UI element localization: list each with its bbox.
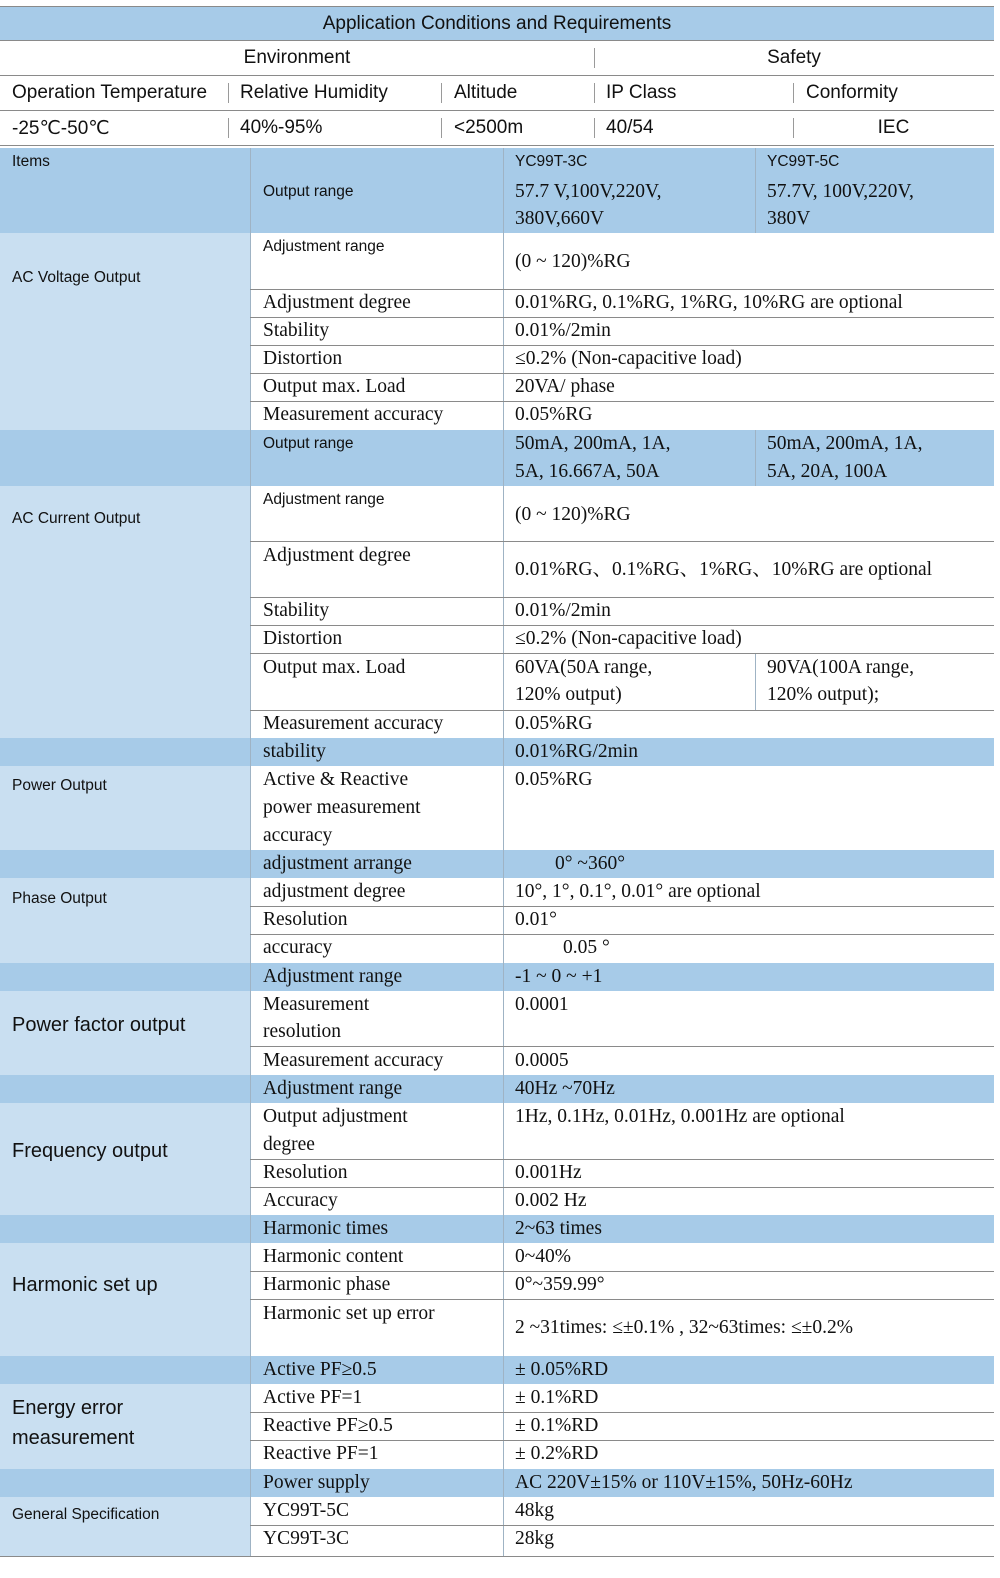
param-value: 0.01%RG/2min [515, 741, 638, 762]
param-name: Output range [263, 435, 354, 452]
param-name: Output adjustment [263, 1106, 408, 1127]
param-name: Adjustment range [263, 966, 403, 987]
header-model-yc99t-3c: YC99T-3C [515, 153, 588, 170]
param-value: 20VA/ phase [515, 376, 615, 397]
param-name: Active PF=1 [263, 1387, 363, 1408]
param-name: Resolution [263, 1162, 348, 1183]
category-general-specification: General Specification [12, 1506, 160, 1523]
param-name: Output max. Load [263, 657, 406, 678]
param-value: 0.05%RG [515, 769, 593, 790]
condition-value-row [0, 111, 994, 146]
param-name: Accuracy [263, 1190, 338, 1211]
param-value: 380V [767, 208, 811, 229]
param-value: 0.05%RG [515, 404, 593, 425]
param-value: 2~63 times [515, 1218, 602, 1239]
param-value: 5A, 20A, 100A [767, 461, 888, 482]
param-value: 1Hz, 0.1Hz, 0.01Hz, 0.001Hz are optional [515, 1106, 845, 1127]
param-name: Active PF≥0.5 [263, 1359, 377, 1380]
param-name: YC99T-5C [263, 1500, 349, 1521]
param-value: 50mA, 200mA, 1A, [767, 433, 923, 454]
param-name: Adjustment degree [263, 545, 411, 566]
header-operation-temperature: Operation Temperature [12, 82, 208, 103]
param-value: 0°~359.99° [515, 1274, 605, 1295]
param-name: Adjustment degree [263, 292, 411, 313]
param-name: power measurement [263, 797, 421, 818]
value-relative-humidity: 40%-95% [240, 117, 323, 138]
param-name: Adjustment range [263, 238, 385, 255]
param-name: Output range [263, 183, 354, 200]
param-value: 90VA(100A range, [767, 657, 914, 678]
category-power-output: Power Output [12, 777, 107, 794]
condition-header-row [0, 76, 994, 111]
header-row [0, 148, 994, 177]
param-name: Power supply [263, 1472, 370, 1493]
category-harmonic-set-up: Harmonic set up [12, 1274, 158, 1296]
param-value: ± 0.1%RD [515, 1387, 599, 1408]
param-name: Resolution [263, 909, 348, 930]
param-value: 0.05 ° [563, 937, 610, 958]
param-name: Adjustment range [263, 491, 385, 508]
param-value: 0.0001 [515, 994, 569, 1015]
param-name: Harmonic times [263, 1218, 389, 1239]
param-name: Measurement accuracy [263, 713, 444, 734]
param-name: adjustment degree [263, 881, 406, 902]
param-value: 0.01%RG, 0.1%RG, 1%RG, 10%RG are optional [515, 292, 903, 313]
param-name: resolution [263, 1021, 341, 1042]
param-value: 0~40% [515, 1246, 572, 1267]
param-value: 28kg [515, 1528, 554, 1549]
param-value: ≤0.2% (Non-capacitive load) [515, 628, 742, 649]
param-name: accuracy [263, 937, 333, 958]
param-name: Harmonic phase [263, 1274, 391, 1295]
param-name: Measurement accuracy [263, 404, 444, 425]
group-header-row [0, 41, 994, 76]
param-value: ± 0.2%RD [515, 1443, 599, 1464]
param-value: 0.001Hz [515, 1162, 582, 1183]
param-name: Adjustment range [263, 1078, 403, 1099]
param-value: AC 220V±15% or 110V±15%, 50Hz-60Hz [515, 1472, 853, 1493]
param-value: 0.01° [515, 909, 557, 930]
param-name: adjustment arrange [263, 853, 412, 874]
param-name: Harmonic content [263, 1246, 404, 1267]
value-ip-class: 40/54 [606, 117, 654, 138]
param-value: 0.05%RG [515, 713, 593, 734]
param-value: (0 ~ 120)%RG [515, 251, 631, 272]
param-name: Reactive PF=1 [263, 1443, 379, 1464]
category-power-factor-output: Power factor output [12, 1014, 186, 1036]
category-phase-output: Phase Output [12, 890, 107, 907]
group-environment: Environment [243, 47, 351, 68]
param-value: 10°, 1°, 0.1°, 0.01° are optional [515, 881, 761, 902]
param-value: 0.0005 [515, 1050, 569, 1071]
param-name: stability [263, 741, 326, 762]
param-value: 0° ~360° [555, 853, 626, 874]
param-value: 0.002 Hz [515, 1190, 587, 1211]
param-value: ± 0.05%RD [515, 1359, 609, 1380]
param-value: 48kg [515, 1500, 554, 1521]
value-operation-temperature: -25℃-50℃ [12, 117, 110, 139]
header-altitude: Altitude [454, 82, 518, 103]
header-model-yc99t-5c: YC99T-5C [767, 153, 840, 170]
param-value: 0.01%/2min [515, 600, 611, 621]
param-name: YC99T-3C [263, 1528, 349, 1549]
param-value: (0 ~ 120)%RG [515, 504, 631, 525]
category-ac-current-output: AC Current Output [12, 510, 141, 527]
param-value: 2 ~31times: ≤±0.1% , 32~63times: ≤±0.2% [515, 1317, 853, 1338]
param-value: 57.7 V,100V,220V, [515, 181, 662, 202]
param-value: -1 ~ 0 ~ +1 [515, 966, 603, 987]
param-name: Stability [263, 320, 330, 341]
group-safety: Safety [767, 47, 821, 68]
header-ip-class: IP Class [606, 82, 677, 103]
header-relative-humidity: Relative Humidity [240, 82, 388, 103]
param-value: 60VA(50A range, [515, 657, 653, 678]
param-value: 380V,660V [515, 208, 605, 229]
category-energy-error-measurement: measurement [12, 1427, 135, 1449]
value-conformity: IEC [877, 117, 910, 138]
param-value: 120% output) [515, 684, 622, 705]
param-name: Distortion [263, 348, 343, 369]
param-name: accuracy [263, 825, 333, 846]
param-value: ≤0.2% (Non-capacitive load) [515, 348, 742, 369]
param-name: Output max. Load [263, 376, 406, 397]
param-name: Harmonic set up error [263, 1303, 435, 1324]
param-value: 50mA, 200mA, 1A, [515, 433, 671, 454]
param-name: degree [263, 1134, 315, 1155]
param-name: Stability [263, 600, 330, 621]
application-title-bar [0, 6, 994, 41]
param-value: 5A, 16.667A, 50A [515, 461, 660, 482]
param-value: ± 0.1%RD [515, 1415, 599, 1436]
header-items: Items [12, 153, 50, 170]
application-title: Application Conditions and Requirements [322, 12, 672, 34]
category-frequency-output: Frequency output [12, 1140, 168, 1162]
param-value: 57.7V, 100V,220V, [767, 181, 914, 202]
value-altitude: <2500m [454, 117, 524, 138]
param-value: 0.01%/2min [515, 320, 611, 341]
param-name: Measurement accuracy [263, 1050, 444, 1071]
param-name: Measurement [263, 994, 370, 1015]
param-name: Distortion [263, 628, 343, 649]
header-conformity: Conformity [806, 82, 898, 103]
param-value: 0.01%RG、0.1%RG、1%RG、10%RG are optional [515, 559, 933, 580]
category-ac-voltage-output: AC Voltage Output [12, 269, 141, 286]
param-name: Reactive PF≥0.5 [263, 1415, 393, 1436]
param-name: Active & Reactive [263, 769, 409, 790]
param-value: 40Hz ~70Hz [515, 1078, 615, 1099]
param-value: 120% output); [767, 684, 880, 705]
category-energy-error-measurement: Energy error [12, 1397, 124, 1419]
